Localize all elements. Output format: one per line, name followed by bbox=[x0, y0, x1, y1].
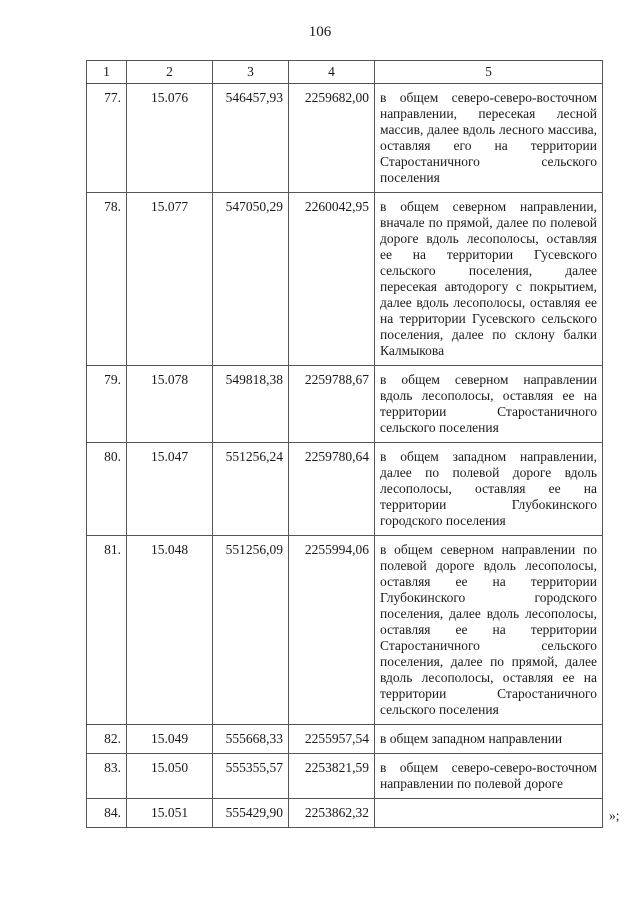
point-code: 15.047 bbox=[127, 443, 213, 536]
row-number: 77. bbox=[87, 84, 127, 193]
coord-x: 547050,29 bbox=[213, 193, 289, 366]
coord-x: 546457,93 bbox=[213, 84, 289, 193]
coord-x: 549818,38 bbox=[213, 366, 289, 443]
table-row bbox=[87, 799, 603, 828]
boundary-description: в общем западном направлении, далее по полевой дороге вдоль лесополосы, оставляя ее на территории Глубокинского городского поселения bbox=[375, 443, 603, 536]
table-row bbox=[87, 193, 603, 366]
row-number: 83. bbox=[87, 754, 127, 799]
header-col-3: 3 bbox=[213, 61, 289, 84]
boundary-points-table bbox=[86, 60, 603, 828]
row-number: 78. bbox=[87, 193, 127, 366]
point-code: 15.048 bbox=[127, 536, 213, 725]
point-code: 15.049 bbox=[127, 725, 213, 754]
coord-y: 2255994,06 bbox=[289, 536, 375, 725]
boundary-description: в общем северном направлении вдоль лесополосы, оставляя ее на территории Старостаничного сельского поселения bbox=[375, 366, 603, 443]
coord-y: 2259780,64 bbox=[289, 443, 375, 536]
row-number: 79. bbox=[87, 366, 127, 443]
header-col-1: 1 bbox=[87, 61, 127, 84]
coord-x: 555429,90 bbox=[213, 799, 289, 828]
row-number: 84. bbox=[87, 799, 127, 828]
row-number: 82. bbox=[87, 725, 127, 754]
row-number: 80. bbox=[87, 443, 127, 536]
header-col-2: 2 bbox=[127, 61, 213, 84]
point-code: 15.050 bbox=[127, 754, 213, 799]
coord-y: 2259788,67 bbox=[289, 366, 375, 443]
coord-x: 551256,24 bbox=[213, 443, 289, 536]
header-col-4: 4 bbox=[289, 61, 375, 84]
coord-x: 551256,09 bbox=[213, 536, 289, 725]
row-number: 81. bbox=[87, 536, 127, 725]
table-row bbox=[87, 754, 603, 799]
boundary-description: в общем западном направлении bbox=[375, 725, 603, 754]
page-number: 106 bbox=[308, 24, 332, 40]
table-row bbox=[87, 443, 603, 536]
boundary-description: в общем северном направлении по полевой дороге вдоль лесополосы, оставляя ее на территории Глубокинского городского поселения, далее вдоль лесополосы, оставляя ее на территории Старостаничного сельского поселения, далее по прямой, далее вдоль лесополосы, оставляя ее на территории Старостаничного сельского поселения bbox=[375, 536, 603, 725]
closing-quote-mark: »; bbox=[609, 808, 620, 823]
coord-y: 2253862,32 bbox=[289, 799, 375, 828]
point-code: 15.078 bbox=[127, 366, 213, 443]
boundary-description: в общем северо-северо-восточном направлении по полевой дороге bbox=[375, 754, 603, 799]
coord-x: 555355,57 bbox=[213, 754, 289, 799]
boundary-description bbox=[375, 799, 603, 828]
coord-y: 2260042,95 bbox=[289, 193, 375, 366]
point-code: 15.076 bbox=[127, 84, 213, 193]
table-row bbox=[87, 725, 603, 754]
coord-y: 2259682,00 bbox=[289, 84, 375, 193]
table-row bbox=[87, 366, 603, 443]
coord-y: 2255957,54 bbox=[289, 725, 375, 754]
table-row bbox=[87, 84, 603, 193]
coord-x: 555668,33 bbox=[213, 725, 289, 754]
boundary-description: в общем северо-северо-восточном направлении, пересекая лесной массив, далее вдоль лесного массива, оставляя его на территории Старостаничного сельского поселения bbox=[375, 84, 603, 193]
coord-y: 2253821,59 bbox=[289, 754, 375, 799]
table-row bbox=[87, 536, 603, 725]
header-col-5: 5 bbox=[375, 61, 603, 84]
boundary-description: в общем северном направлении, вначале по прямой, далее по полевой дороге вдоль лесополосы, оставляя ее на территории Гусевского сельского поселения, далее пересекая автодорогу с покрытием, далее вдоль лесополосы, оставляя ее на территории Гусевского сельского поселения, далее по склону балки Калмыкова bbox=[375, 193, 603, 366]
point-code: 15.077 bbox=[127, 193, 213, 366]
table-header-row bbox=[87, 61, 603, 84]
point-code: 15.051 bbox=[127, 799, 213, 828]
